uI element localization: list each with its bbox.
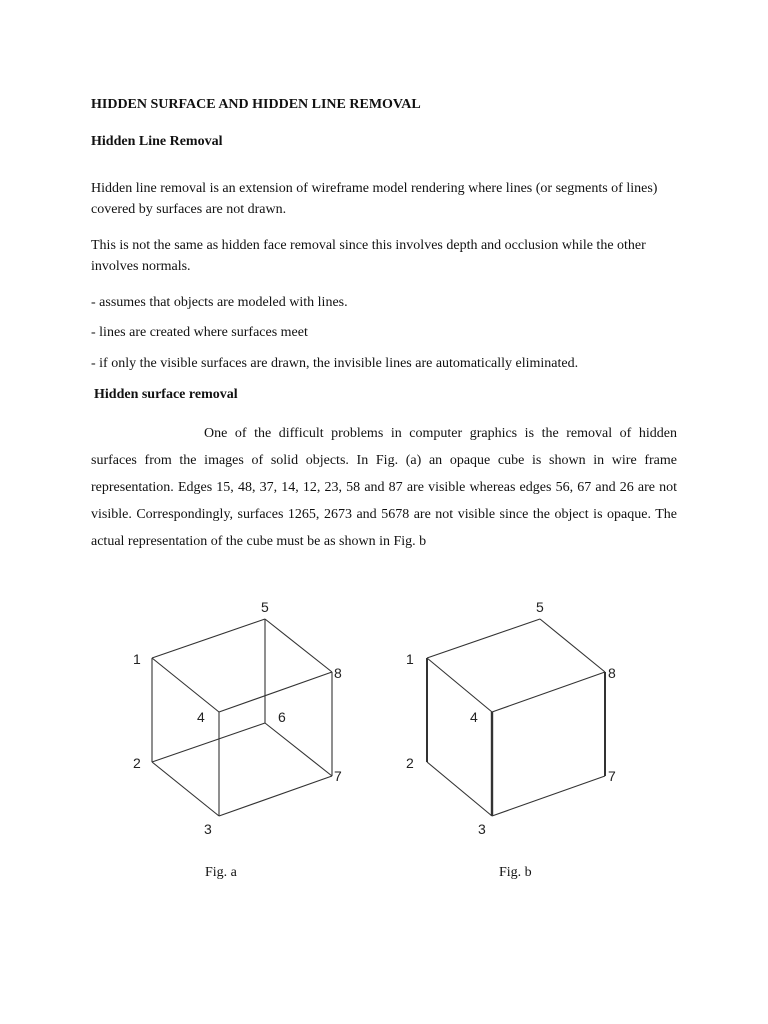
- cube-edge: [492, 776, 605, 816]
- vertex-label: 2: [133, 755, 141, 771]
- figure-b-drawing: [400, 590, 660, 850]
- bullet-item: - if only the visible surfaces are drawn, the invisible lines are automatically eliminated.: [91, 356, 579, 371]
- cube-edge: [152, 723, 265, 762]
- vertex-label: 6: [278, 709, 286, 725]
- vertex-label: 1: [406, 651, 414, 667]
- cube-edge: [427, 658, 492, 712]
- vertex-label: 4: [197, 709, 205, 725]
- vertex-label: 5: [536, 599, 544, 615]
- cube-edge: [219, 776, 332, 816]
- cube-edge: [219, 672, 332, 712]
- bullet-item: - assumes that objects are modeled with lines.: [91, 295, 348, 310]
- cube-edge: [492, 672, 605, 712]
- vertex-label: 1: [133, 651, 141, 667]
- paragraph-hidden-surface-explanation: One of the difficult problems in computer graphics is the removal of hidden surfaces from the images of solid objects. In Fig. (a) an opaque cube is shown in wire frame representation. Edges 15, 48, 37, 14, 12, 23, 58 and 87 are visible whereas edges 56, 67 and 26 are not visible. Correspondingly, surfaces 1265, 2673 and 5678 are not visible since the object is opaque. The actual representation of the cube must be as shown in Fig. b: [91, 426, 677, 549]
- vertex-label: 8: [608, 665, 616, 681]
- cube-edge: [427, 762, 492, 816]
- section-heading-hidden-line-removal: Hidden Line Removal: [91, 134, 223, 149]
- vertex-label: 5: [261, 599, 269, 615]
- vertex-label: 4: [470, 709, 478, 725]
- section-heading-hidden-surface-removal: Hidden surface removal: [94, 387, 238, 402]
- vertex-label: 7: [334, 768, 342, 784]
- paragraph-hidden-face-comparison: This is not the same as hidden face removal since this involves depth and occlusion while the other involves normals.: [91, 238, 646, 274]
- vertex-label: 3: [478, 821, 486, 837]
- cube-edge: [152, 619, 265, 658]
- cube-edge: [540, 619, 605, 672]
- cube-edge: [427, 619, 540, 658]
- figure-b-caption: Fig. b: [499, 865, 532, 880]
- paragraph-hidden-line-definition: Hidden line removal is an extension of wireframe model rendering where lines (or segments of lines) covered by surfaces are not drawn.: [91, 181, 658, 217]
- cube-edge: [265, 723, 332, 776]
- figure-a-drawing: [125, 590, 385, 850]
- vertex-label: 8: [334, 665, 342, 681]
- figure-b-solid-cube: [400, 590, 660, 850]
- figure-a-caption: Fig. a: [205, 865, 237, 880]
- cube-edge: [152, 658, 219, 712]
- vertex-label: 7: [608, 768, 616, 784]
- cube-edge: [265, 619, 332, 672]
- vertex-label: 2: [406, 755, 414, 771]
- figure-a-wireframe-cube: [125, 590, 385, 850]
- cube-edge: [152, 762, 219, 816]
- document-title: HIDDEN SURFACE AND HIDDEN LINE REMOVAL: [91, 97, 421, 112]
- vertex-label: 3: [204, 821, 212, 837]
- bullet-item: - lines are created where surfaces meet: [91, 325, 308, 340]
